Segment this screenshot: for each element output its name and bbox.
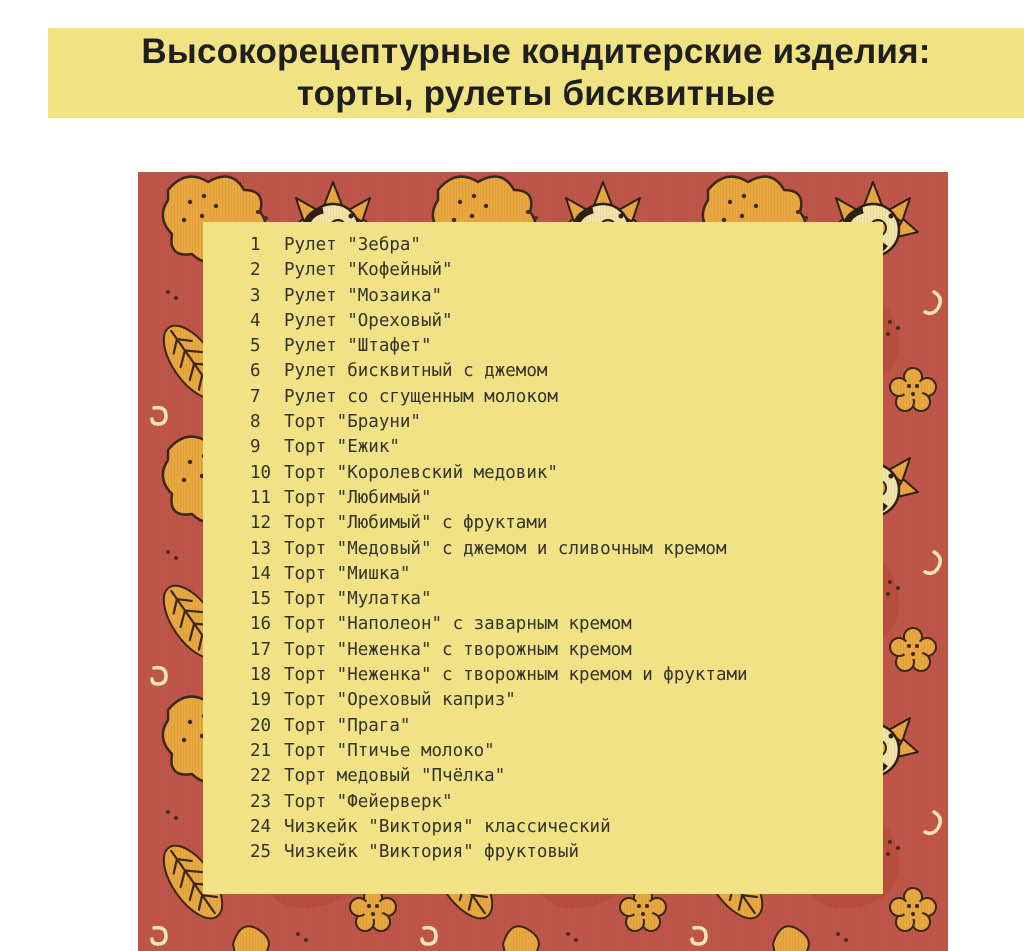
list-item — [250, 587, 748, 612]
item-name: Рулет со сгущенным молоком — [284, 386, 558, 407]
item-name: Торт "Мулатка" — [284, 589, 432, 610]
list-item — [250, 790, 748, 815]
item-number: 22 — [250, 766, 272, 787]
list-item — [250, 840, 748, 865]
list-item — [250, 663, 748, 688]
list-item — [250, 815, 748, 840]
header-banner — [48, 28, 1024, 118]
item-name: Чизкейк "Виктория" фруктовый — [284, 842, 580, 863]
item-name: Торт медовый "Пчёлка" — [284, 766, 506, 787]
item-name: Чизкейк "Виктория" классический — [284, 816, 611, 837]
item-name: Торт "Неженка" с творожным кремом и фруктами — [284, 665, 748, 686]
item-number: 16 — [250, 614, 272, 635]
item-name: Торт "Королевский медовик" — [284, 462, 558, 483]
item-number: 6 — [250, 361, 261, 382]
list-item — [250, 688, 748, 713]
item-number: 13 — [250, 538, 272, 559]
item-number: 17 — [250, 639, 272, 660]
item-name: Торт "Мишка" — [284, 563, 411, 584]
list-item — [250, 410, 748, 435]
item-name: Рулет бисквитный с джемом — [284, 361, 548, 382]
item-name: Торт "Фейерверк" — [284, 791, 453, 812]
item-number: 4 — [250, 310, 261, 331]
item-number: 23 — [250, 791, 272, 812]
list-item — [250, 309, 748, 334]
list-item — [250, 334, 748, 359]
list-item — [250, 233, 748, 258]
page-title-line2: торты, рулеты бисквитные — [296, 74, 776, 113]
item-number: 18 — [250, 665, 272, 686]
item-number: 24 — [250, 816, 272, 837]
item-name: Рулет "Ореховый" — [284, 310, 453, 331]
list-item — [250, 764, 748, 789]
item-name: Торт "Неженка" с творожным кремом — [284, 639, 632, 660]
list-item — [250, 258, 748, 283]
item-name: Торт "Любимый" с фруктами — [284, 513, 548, 534]
item-name: Рулет "Штафет" — [284, 336, 432, 357]
item-name: Рулет "Мозаика" — [284, 285, 443, 306]
list-item — [250, 284, 748, 309]
item-number: 15 — [250, 589, 272, 610]
item-number: 14 — [250, 563, 272, 584]
item-number: 20 — [250, 715, 272, 736]
item-name: Торт "Наполеон" с заварным кремом — [284, 614, 632, 635]
page-title-line1: Высокорецептурные кондитерские изделия: — [141, 32, 931, 71]
recipe-list — [250, 233, 748, 865]
item-name: Торт "Медовый" с джемом и сливочным кремом — [284, 538, 727, 559]
item-name: Торт "Ежик" — [284, 437, 400, 458]
list-item — [250, 714, 748, 739]
item-number: 2 — [250, 260, 261, 281]
item-number: 3 — [250, 285, 261, 306]
list-item — [250, 638, 748, 663]
item-number: 25 — [250, 842, 272, 863]
list-item — [250, 385, 748, 410]
item-number: 1 — [250, 235, 261, 255]
list-item — [250, 511, 748, 536]
item-number: 8 — [250, 412, 261, 433]
list-item — [250, 612, 748, 637]
item-number: 7 — [250, 386, 261, 407]
list-item — [250, 562, 748, 587]
item-number: 21 — [250, 740, 272, 761]
item-number: 19 — [250, 690, 272, 711]
list-item — [250, 739, 748, 764]
item-name: Торт "Брауни" — [284, 412, 421, 433]
item-name: Рулет "Зебра" — [284, 235, 421, 255]
list-item — [250, 486, 748, 511]
list-item — [250, 359, 748, 384]
list-item — [250, 435, 748, 460]
item-number: 5 — [250, 336, 261, 357]
item-name: Торт "Птичье молоко" — [284, 740, 495, 761]
item-number: 9 — [250, 437, 261, 458]
item-number: 12 — [250, 513, 272, 534]
item-name: Торт "Прага" — [284, 715, 411, 736]
item-number: 11 — [250, 487, 272, 508]
item-name: Торт "Ореховый каприз" — [284, 690, 516, 711]
list-item — [250, 537, 748, 562]
item-name: Торт "Любимый" — [284, 487, 432, 508]
item-name: Рулет "Кофейный" — [284, 260, 453, 281]
item-number: 10 — [250, 462, 272, 483]
list-item — [250, 461, 748, 486]
